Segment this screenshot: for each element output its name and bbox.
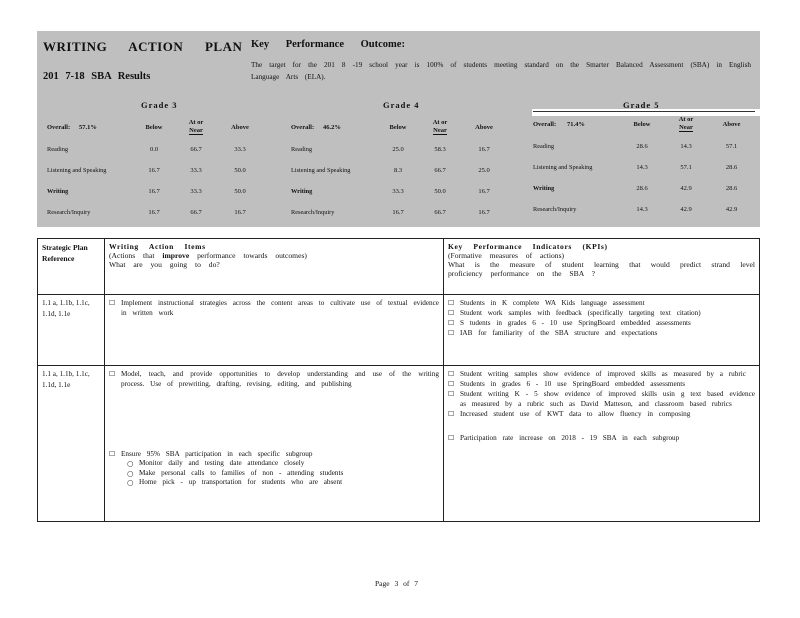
overall-value: 46.2% — [323, 123, 341, 131]
list-item: ☐ Student writing samples show evidence of improved skills as measured by a rubric — [448, 370, 746, 378]
col-at-near: At or Near — [432, 119, 448, 134]
list-item: ☐ Participation rate increase on 2018 - 19 SBA in each subgroup — [448, 434, 680, 442]
checkbox-icon: ☐ — [109, 450, 116, 458]
col-above: Above — [722, 120, 741, 128]
table-row — [38, 366, 760, 522]
overall-label: Overall: — [533, 120, 557, 128]
table-row: Writing 28.6 42.9 28.6 — [533, 184, 738, 192]
col-above: Above — [231, 123, 249, 131]
col-at-near: At or Near — [188, 119, 204, 134]
table-row: Listening and Speaking 16.7 33.3 50.0 — [47, 166, 246, 174]
overall-value: 57.1% — [79, 123, 97, 131]
table-row: Reading 0.0 66.7 33.3 — [47, 145, 246, 153]
checkbox-icon: ☐ — [448, 319, 455, 327]
checkbox-icon: ☐ — [448, 434, 455, 442]
table-row: Research/Inquiry 16.7 66.7 16.7 — [47, 208, 246, 216]
checkbox-icon: ☐ — [448, 309, 455, 317]
table-header-row — [38, 239, 760, 295]
table-row: Writing 33.3 50.0 16.7 — [291, 187, 490, 195]
checkbox-icon: ☐ — [448, 380, 455, 388]
table-row: Listening and Speaking 8.3 66.7 25.0 — [291, 166, 490, 174]
action-items-cell — [105, 295, 444, 366]
col-above: Above — [475, 123, 493, 131]
kpi-cell — [444, 366, 760, 522]
action-plan-table — [37, 238, 760, 522]
sub-list-item: ○ Make personal calls to families of non - attending students — [127, 468, 344, 478]
checkbox-icon: ☐ — [448, 410, 455, 418]
checkbox-icon: ☐ — [448, 370, 455, 378]
target-text: The target for the 201 8 -19 school year is 100% of students meeting standard on the Smarter Balanced Assessment (SBA) in English Language Arts (ELA). — [251, 61, 751, 81]
circle-bullet-icon: ○ — [127, 468, 134, 478]
checkbox-icon: ☐ — [448, 299, 455, 307]
col-at-near: At or Near — [678, 116, 694, 131]
overall-value: 71.4% — [567, 120, 585, 128]
sub-list-item: ○ Home pick - up transportation for students who are absent — [127, 478, 343, 487]
table-row: Writing 16.7 33.3 50.0 — [47, 187, 246, 195]
results-header-panel — [37, 31, 760, 227]
col-below: Below — [389, 123, 407, 131]
overall-label: Overall: — [47, 123, 71, 131]
col-strategic-plan-reference: Strategic Plan Reference — [38, 239, 105, 295]
page-title: WRITING ACTION PLAN — [43, 39, 243, 54]
table-row: Reading 28.6 14.3 57.1 — [533, 142, 738, 150]
grade-4-heading: Grade 4 — [383, 100, 420, 110]
list-item: ☐ Ensure 95% SBA participation in each specific subgroup — [109, 450, 313, 458]
page-number: Page 3 of 7 — [375, 579, 418, 588]
kpo-label: Key Performance Outcome: — [251, 39, 405, 50]
checkbox-icon: ☐ — [448, 329, 455, 337]
circle-bullet-icon: ○ — [127, 478, 134, 487]
list-item: ☐ Students in grades 6 - 10 use SpringBoard embedded assessments — [448, 380, 686, 388]
plan-reference: 1.1 a, 1.1b, 1.1c, 1.1d, 1.1e — [38, 366, 105, 522]
sub-list-item: ○ Monitor daily and testing date attendance closely — [127, 459, 305, 468]
overall-label: Overall: — [291, 123, 315, 131]
checkbox-icon: ☐ — [448, 390, 455, 398]
list-item: ☐ Model, teach, and provide opportunities to develop understanding and use of the writing process. Use of prewriting, drafting, revising, editing, and publishing — [109, 370, 439, 388]
checkbox-icon: ☐ — [109, 370, 116, 378]
col-action-items: Writing Action Items (Actions that improve performance towards outcomes) What are you going to do? — [105, 239, 444, 295]
list-item: ☐ IAB for familiarity of the SBA structure and expectations — [448, 329, 658, 337]
list-item: ☐ Increased student use of KWT data to allow fluency in composing — [448, 410, 691, 418]
grade-5-heading: Grade 5 — [623, 100, 660, 110]
col-kpis: Key Performance Indicators (KPIs) (Formative measures of actions) What is the measure of student learning that would predict strand level proficiency performance on the SBA ? — [444, 239, 760, 295]
col-below: Below — [145, 123, 163, 131]
list-item: ☐ Student writing K - 5 show evidence of improved skills usin g text based evidence as measured by a rubric such as David Matteson, and classroom based rubrics — [448, 390, 755, 408]
action-items-cell — [105, 366, 444, 522]
grade-5-table — [533, 111, 755, 220]
results-subtitle: 201 7-18 SBA Results — [43, 71, 151, 82]
circle-bullet-icon: ○ — [127, 459, 134, 468]
table-row: Research/Inquiry 16.7 66.7 16.7 — [291, 208, 490, 216]
grade-4-table — [291, 115, 506, 223]
table-row: Research/Inquiry 14.3 42.9 42.9 — [533, 205, 738, 213]
grade-3-table — [47, 115, 262, 223]
list-item: ☐ S tudents in grades 6 - 10 use SpringBoard embedded assessments — [448, 319, 691, 327]
table-row: Listening and Speaking 14.3 57.1 28.6 — [533, 163, 738, 171]
list-item: ☐ Students in K complete WA Kids language assessment — [448, 299, 645, 307]
kpi-cell — [444, 295, 760, 366]
table-row: Reading 25.0 58.3 16.7 — [291, 145, 490, 153]
col-below: Below — [633, 120, 651, 128]
plan-reference: 1.1 a, 1.1b, 1.1c, 1.1d, 1.1e — [38, 295, 105, 366]
checkbox-icon: ☐ — [109, 299, 116, 307]
list-item: ☐ Implement instructional strategies across the content areas to cultivate use of textual evidence in written work — [109, 299, 439, 317]
grade-3-heading: Grade 3 — [141, 100, 178, 110]
table-row — [38, 295, 760, 366]
list-item: ☐ Student work samples with feedback (specifically targeting text citation) — [448, 309, 701, 317]
